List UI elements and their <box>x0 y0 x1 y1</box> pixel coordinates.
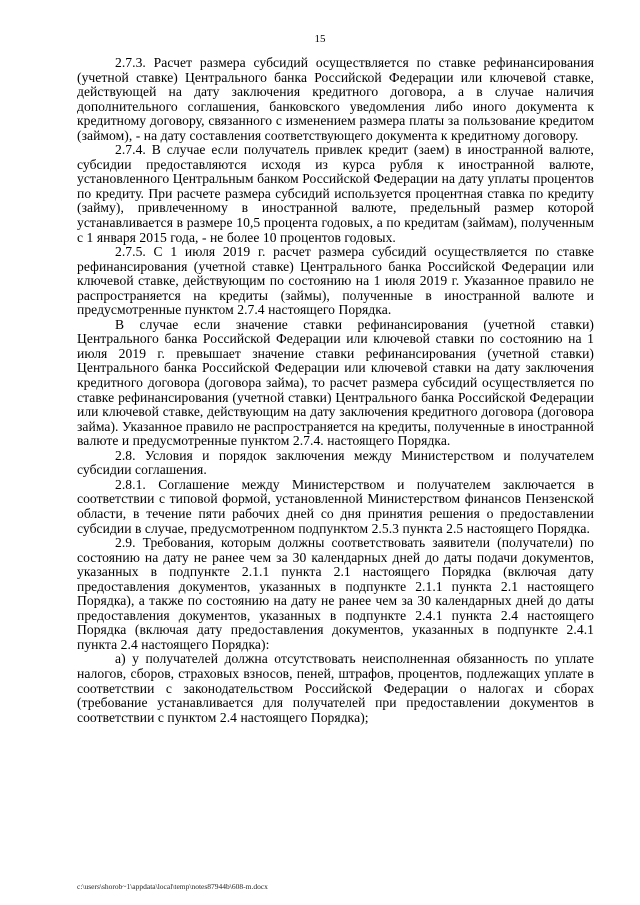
paragraph-2-7-4: 2.7.4. В случае если получатель привлек кредит (заем) в иностранной валюте, субсидии предоставляются исходя из курса рубля к иностранной валюте, установленного Центральным банком Российской Федерации на дату уплаты процентов по кредиту. При расчете размера субсидий используется процентная ставка по кредиту (займу), привлеченному в иностранной валюте, предельный размер которой устанавливается в размере 10,5 процента годовых, а по кредитам (займам), полученным с 1 января 2015 года, - не более 10 процентов годовых. <box>77 142 594 245</box>
paragraph-2-8: 2.8. Условия и порядок заключения между Министерством и получателем субсидии соглашения. <box>77 447 594 478</box>
paragraph-2-7-5-exception: В случае если значение ставки рефинансирования (учетной ставки) Центрального банка Российской Федерации или ключевой ставки по состоянию на 1 июля 2019 г. превышает значение ставки рефинансирования (учетной ставки) Центрального банка Российской Федерации или ключевой ставки на дату заключения кредитного договора (договора займа), то расчет размера субсидий осуществляется по ставке рефинансирования (учетной ставки) Центрального банка Российской Федерации или ключевой ставке, действующим на дату заключения кредитного договора (договора займа). Указанное правило не распространяется на кредиты, полученные в иностранной валюте и предусмотренные пунктом 2.7.4. настоящего Порядка. <box>77 316 594 449</box>
footer-file-path: c:\users\shorob~1\appdata\local\temp\notes87944b\608-m.docx <box>77 882 268 891</box>
paragraph-2-8-1: 2.8.1. Соглашение между Министерством и получателем заключается в соответствии с типовой формой, установленной Министерством финансов Пензенской области, в течение пяти рабочих дней со дня принятия решения о предоставлении субсидии в случае, предусмотренном подпунктом 2.5.3 пункта 2.5 настоящего Порядка. <box>77 476 594 536</box>
document-body <box>77 56 594 725</box>
paragraph-2-9: 2.9. Требования, которым должны соответствовать заявители (получатели) по состоянию на дату не ранее чем за 30 календарных дней до даты подачи документов, указанных в подпункте 2.1.1 пункта 2.1 настоящего Порядка (включая дату предоставления документов, указанных в подпункте 2.1.1 пункта 2.1 настоящего Порядка), а также по состоянию на дату не ранее чем за 30 календарных дней до даты предоставления документов, указанных в подпункте 2.4.1 пункта 2.4 настоящего Порядка (включая дату предоставления документов, указанных в подпункте 2.4.1 пункта 2.4 настоящего Порядка): <box>77 535 594 652</box>
paragraph-2-9-a: а) у получателей должна отсутствовать неисполненная обязанность по уплате налогов, сборов, страховых взносов, пеней, штрафов, процентов, подлежащих уплате в соответствии с законодательством Российской Федерации о налогах и сборах (требование устанавливается для получателей при предоставлении документов в соответствии с пунктом 2.4 настоящего Порядка); <box>77 651 594 725</box>
paragraph-2-7-5: 2.7.5. С 1 июля 2019 г. расчет размера субсидий осуществляется по ставке рефинансирования (учетной ставке) Центрального банка Российской Федерации или ключевой ставке, действующим по состоянию на 1 июля 2019 г. Указанное правило не распространяется на кредиты (займы), полученные в иностранной валюте и предусмотренные пунктом 2.7.4 настоящего Порядка. <box>77 244 594 318</box>
paragraph-2-7-3: 2.7.3. Расчет размера субсидий осуществляется по ставке рефинансирования (учетной ставке) Центрального банка Российской Федерации или ключевой ставке, действующей на дату заключения кредитного договора, а в случае наличия дополнительного соглашения, банковского уведомления либо иного документа к кредитному договору, связанного с изменением размера платы за пользование кредитом (займом), - на дату составления соответствующего документа к кредитному договору. <box>77 55 594 143</box>
page-number: 15 <box>314 33 326 45</box>
